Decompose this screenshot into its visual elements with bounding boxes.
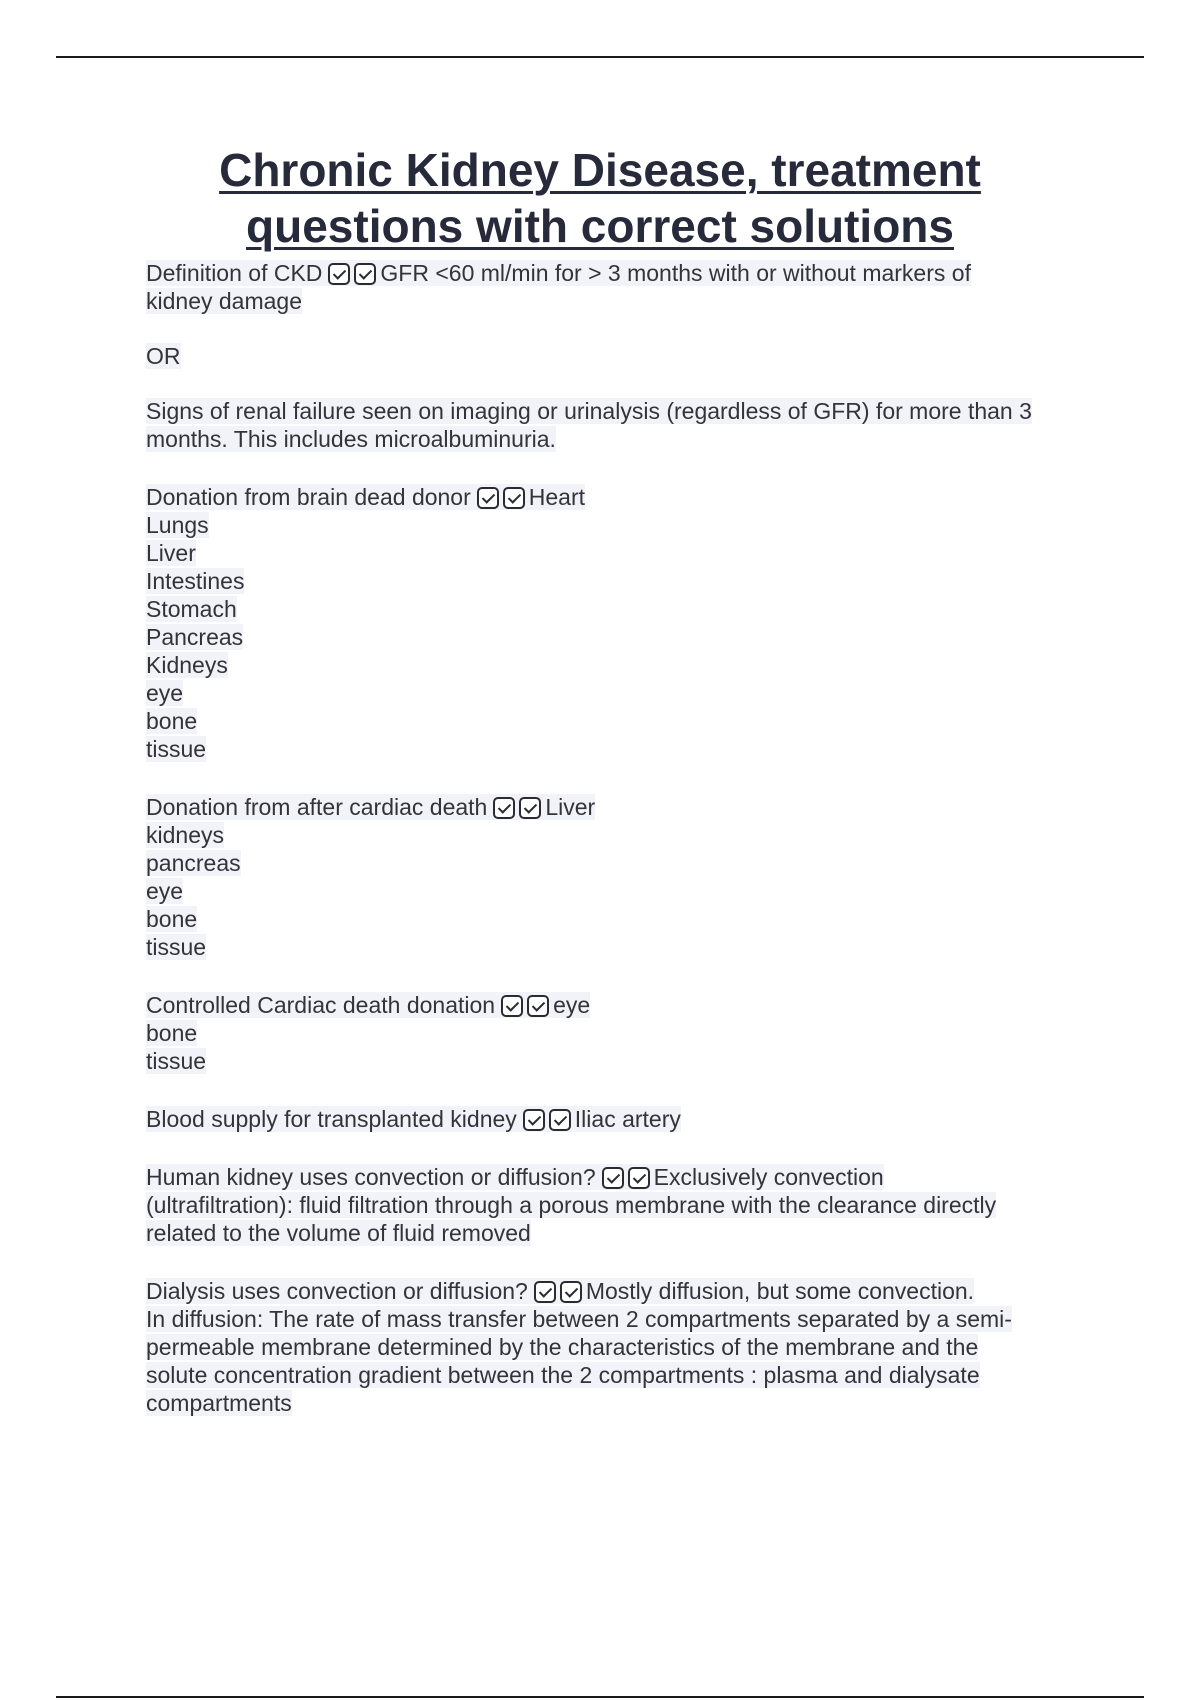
page-title	[100, 142, 1100, 254]
checkbox-checked-icon	[519, 797, 541, 819]
answer-line: bone	[146, 1020, 198, 1046]
checkmark-icons	[602, 1164, 654, 1190]
qa-item	[146, 259, 1086, 453]
answer-line: kidney damage	[146, 288, 302, 314]
answer-text: Exclusively convection	[653, 1164, 884, 1190]
answer-line: related to the volume of fluid removed	[146, 1220, 531, 1246]
checkbox-checked-icon	[503, 487, 525, 509]
answer-line: In diffusion: The rate of mass transfer between 2 compartments separated by a semi-	[146, 1306, 1012, 1332]
answer-text: Heart	[528, 484, 586, 510]
checkmark-icons	[523, 1106, 575, 1132]
qa-item	[146, 483, 1086, 763]
answer-line: permeable membrane determined by the characteristics of the membrane and the	[146, 1334, 979, 1360]
question-text: Definition of CKD	[146, 260, 323, 286]
answer-text: Iliac artery	[574, 1106, 681, 1132]
answer-text: eye	[553, 992, 591, 1018]
answer-line: solute concentration gradient between the 2 compartments : plasma and dialysate	[146, 1362, 980, 1388]
answer-line: tissue	[146, 736, 207, 762]
answer-paragraph	[146, 342, 1086, 370]
answer-line: bone	[146, 708, 198, 734]
answer-line: kidneys	[146, 822, 224, 848]
title-line-1: Chronic Kidney Disease, treatment	[219, 144, 981, 196]
checkbox-checked-icon	[602, 1167, 624, 1189]
question-text: Blood supply for transplanted kidney	[146, 1106, 517, 1132]
top-rule	[56, 56, 1144, 58]
answer-line: Lungs	[146, 512, 209, 538]
answer-line: eye	[146, 680, 184, 706]
answer-line: eye	[146, 878, 184, 904]
checkbox-checked-icon	[501, 995, 523, 1017]
question-text: Dialysis uses convection or diffusion?	[146, 1278, 528, 1304]
answer-line: Liver	[146, 540, 196, 566]
checkmark-icons	[534, 1278, 586, 1304]
checkbox-checked-icon	[477, 487, 499, 509]
answer-line: Pancreas	[146, 624, 244, 650]
answer-text: Mostly diffusion, but some convection.	[585, 1278, 975, 1304]
checkbox-checked-icon	[493, 797, 515, 819]
checkbox-checked-icon	[527, 995, 549, 1017]
answer-line: compartments	[146, 1390, 292, 1416]
checkbox-checked-icon	[328, 263, 350, 285]
qa-item	[146, 793, 1086, 961]
checkbox-checked-icon	[628, 1167, 650, 1189]
answer-line: pancreas	[146, 850, 241, 876]
checkbox-checked-icon	[549, 1109, 571, 1131]
document-body	[146, 259, 1086, 1417]
qa-item	[146, 1105, 1086, 1133]
answer-line: Signs of renal failure seen on imaging or urinalysis (regardless of GFR) for more than 3	[146, 398, 1032, 424]
checkmark-icons	[493, 794, 545, 820]
checkbox-checked-icon	[560, 1281, 582, 1303]
title-line-2: questions with correct solutions	[246, 200, 954, 252]
answer-line: tissue	[146, 1048, 207, 1074]
question-text: Controlled Cardiac death donation	[146, 992, 496, 1018]
question-text: Donation from brain dead donor	[146, 484, 471, 510]
answer-line: months. This includes microalbuminuria.	[146, 426, 556, 452]
qa-item	[146, 1277, 1086, 1417]
answer-line: Stomach	[146, 596, 237, 622]
checkmark-icons	[328, 260, 380, 286]
checkbox-checked-icon	[354, 263, 376, 285]
qa-item	[146, 1163, 1086, 1247]
answer-text: GFR <60 ml/min for > 3 months with or without markers of	[380, 260, 971, 286]
answer-line: Kidneys	[146, 652, 228, 678]
checkmark-icons	[477, 484, 529, 510]
checkmark-icons	[501, 992, 553, 1018]
answer-line: bone	[146, 906, 198, 932]
question-text: Human kidney uses convection or diffusion?	[146, 1164, 596, 1190]
answer-paragraph	[146, 397, 1086, 453]
answer-line: (ultrafiltration): fluid filtration through a porous membrane with the clearance directly	[146, 1192, 997, 1218]
answer-line: tissue	[146, 934, 207, 960]
answer-text: Liver	[545, 794, 596, 820]
qa-item	[146, 991, 1086, 1075]
answer-line: OR	[146, 343, 181, 369]
checkbox-checked-icon	[534, 1281, 556, 1303]
checkbox-checked-icon	[523, 1109, 545, 1131]
question-text: Donation from after cardiac death	[146, 794, 488, 820]
answer-line: Intestines	[146, 568, 245, 594]
bottom-rule	[56, 1696, 1144, 1698]
